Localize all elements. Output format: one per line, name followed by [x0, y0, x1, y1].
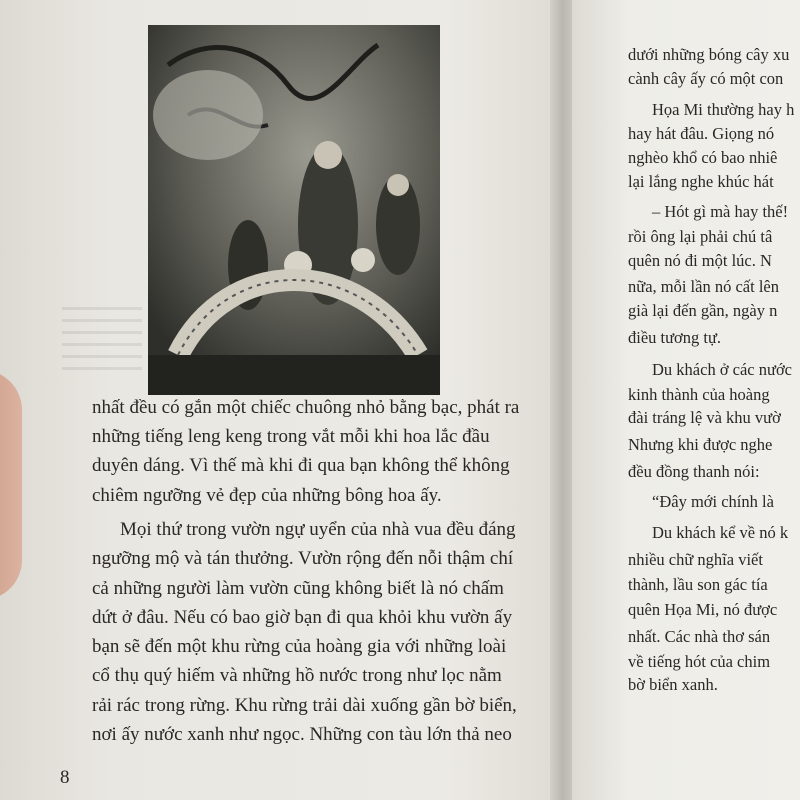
body-text-line: lại lắng nghe khúc hát: [628, 172, 774, 191]
body-text-line: nhất. Các nhà thơ sán: [628, 627, 771, 646]
body-text-line: chiêm ngưỡng vẻ đẹp của những bông hoa ấy.: [92, 485, 442, 506]
body-text-line: đều đồng thanh nói:: [628, 462, 760, 481]
illustration-art: [148, 25, 440, 395]
illustration-emperor-garden-bridge: [148, 25, 440, 395]
body-text-line: thành, lầu son gác tía: [628, 575, 768, 594]
body-text-line: nhiều chữ nghĩa viết: [628, 550, 763, 569]
body-text-line: nhất đều có gắn một chiếc chuông nhỏ bằng bạc, phát ra: [92, 397, 520, 418]
body-text-line: nữa, mỗi lần nó cất lên: [628, 277, 779, 296]
body-text-line: cả những người làm vườn cũng không biết là nó chấm: [92, 578, 504, 599]
thumb: [0, 370, 22, 600]
body-text-line: đài tráng lệ và khu vườ: [628, 408, 781, 427]
body-text-line: dưới những bóng cây xu: [628, 45, 790, 64]
body-text-line: điều tương tự.: [628, 328, 722, 347]
body-text-line: những tiếng leng keng trong vắt mỗi khi hoa lắc đầu: [92, 426, 490, 447]
body-text-line: duyên dáng. Vì thế mà khi đi qua bạn không thể không: [92, 455, 510, 476]
body-text-line: cổ thụ quý hiếm và những hồ nước trong như lọc nằm: [92, 665, 502, 686]
body-text-line: quên nó đi một lúc. N: [628, 251, 772, 270]
body-text-line: “Đây mới chính là: [652, 492, 774, 511]
bleed-through-text: [62, 300, 142, 370]
body-text-line: bờ biển xanh.: [628, 675, 718, 694]
body-text-line: dứt ở đâu. Nếu có bao giờ bạn đi qua khỏi khu vườn ấy: [92, 607, 513, 628]
body-text-line: Mọi thứ trong vườn ngự uyển của nhà vua đều đáng: [120, 519, 516, 540]
body-text-line: bạn sẽ đến một khu rừng của hoàng gia với những loài: [92, 636, 507, 657]
body-text-line: về tiếng hót của chim: [628, 652, 771, 671]
body-text-line: quên Họa Mi, nó được: [628, 600, 778, 619]
body-text-line: rồi ông lại phải chú tâ: [628, 227, 773, 246]
body-text-line: hay hát đâu. Giọng nó: [628, 124, 775, 143]
body-text-line: rải rác trong rừng. Khu rừng trải dài xuống gần bờ biển,: [92, 695, 517, 716]
body-text-line: nghèo khổ có bao nhiê: [628, 148, 778, 167]
body-text-line: kinh thành của hoàng: [628, 385, 770, 404]
body-text-line: già lại đến gần, ngày n: [628, 301, 778, 320]
page-number: 8: [60, 767, 70, 788]
body-text-line: Họa Mi thường hay h: [652, 100, 795, 119]
body-text-line: – Hót gì mà hay thế!: [652, 202, 789, 221]
body-text-line: Du khách ở các nước: [652, 360, 793, 379]
body-text-line: ngưỡng mộ và tán thưởng. Vườn rộng đến nỗi thậm chí: [92, 548, 514, 569]
body-text-line: cành cây ấy có một con: [628, 69, 784, 88]
body-text-line: Du khách kể về nó k: [652, 523, 789, 542]
body-text-line: Nhưng khi được nghe: [628, 435, 773, 454]
body-text-line: nơi ấy nước xanh như ngọc. Những con tàu lớn thả neo: [92, 724, 512, 745]
